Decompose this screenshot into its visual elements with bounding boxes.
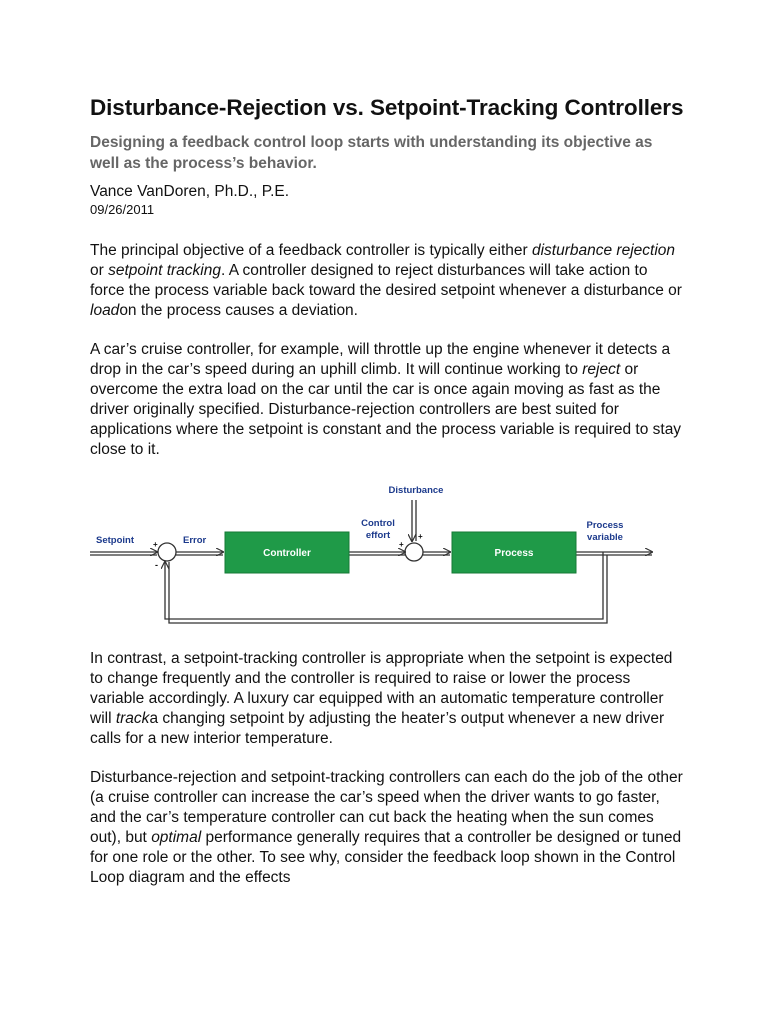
plus-sign-3: + [418,532,423,541]
error-label: Error [183,535,207,546]
minus-sign-1: - [155,560,158,570]
control-effort-label-2: effort [365,530,391,541]
plus-sign-1: + [153,540,158,549]
article [90,94,685,888]
control-loop-diagram [86,480,658,630]
disturbance-label: Disturbance [388,485,444,496]
control-effort-label-1: Control [361,518,395,529]
plus-sign-2: + [399,540,404,549]
author-name: Vance VanDoren, Ph.D., P.E. [90,183,290,200]
setpoint-label: Setpoint [96,535,134,546]
summing-junction-2 [405,543,423,561]
summing-junction-1 [158,543,176,561]
process-variable-label-2: variable [587,532,623,543]
paragraph-4: Disturbance-rejection and setpoint-tracking controllers can each do the job of the other (a cruise controller can increase the car’s speed when the driver wants to go faster, and the car’s temperature controller can cut back the heating when the sun comes out), but optimal performance generally requires that a controller be designed or tuned for one role or the other. To see why, consider the feedback loop shown in the Control Loop diagram and the effects [90,769,683,886]
article-title: Disturbance-Rejection vs. Setpoint-Tracking Controllers [90,95,684,120]
paragraph-2: A car’s cruise controller, for example, will throttle up the engine whenever it detects a drop in the car’s speed during an uphill climb. It will continue working to reject or overcome the extra load on the car until the car is once again moving as fast as the driver originally specified. Disturbance-rejection controllers are best suited for applications where the setpoint is constant and the process variable is required to stay close to it. [90,341,682,458]
publish-date: 09/26/2011 [90,202,155,217]
paragraph-1: The principal objective of a feedback controller is typically either disturbance rejection or setpoint tracking. A controller designed to reject disturbances will take action to force the process variable back toward the desired setpoint whenever a disturbance or loadon the process causes a deviation. [90,242,682,319]
controller-block-label: Controller [263,548,311,559]
process-block-label: Process [494,548,534,559]
paragraph-3: In contrast, a setpoint-tracking controller is appropriate when the setpoint is expected to change frequently and the controller is required to raise or lower the process variable accordingly. A luxury car equipped with an automatic temperature controller will tracka changing setpoint by adjusting the heater’s output whenever a new driver calls for a new interior temperature. [90,650,673,747]
process-variable-label-1: Process [586,520,624,531]
article-subtitle: Designing a feedback control loop starts with understanding its objective as well as the process’s behavior. [90,134,653,172]
